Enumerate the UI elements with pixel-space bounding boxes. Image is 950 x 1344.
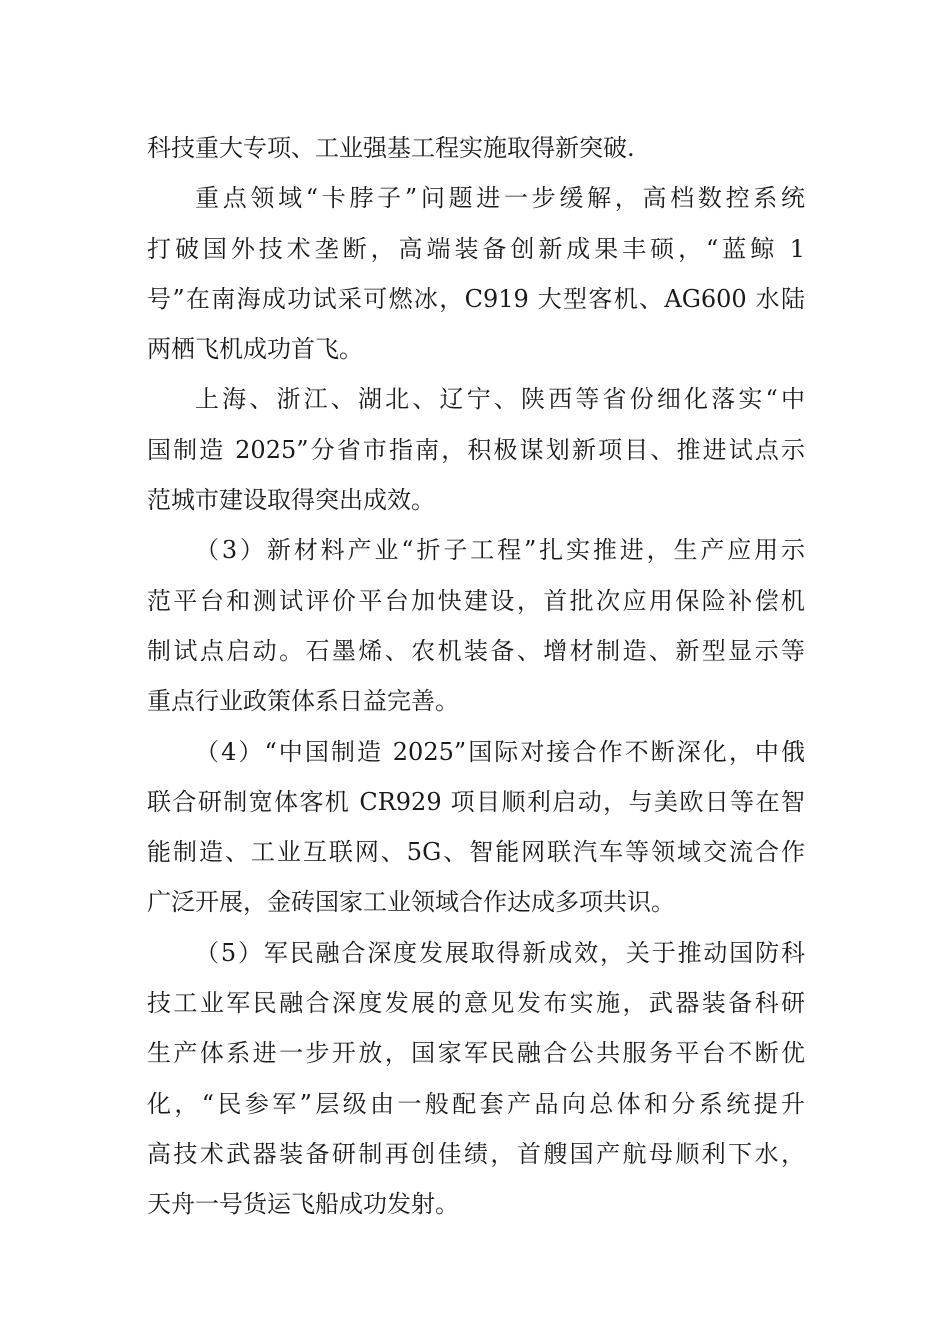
text-line: 联合研制宽体客机 CR929 项目顺利启动，与美欧日等在智 (147, 787, 805, 816)
paragraph-first-line: （3）新材料产业“折子工程”扎实推进，生产应用示 (195, 536, 805, 565)
paragraph-first-line: （4）“中国制造 2025”国际对接合作不断深化，中俄 (195, 737, 805, 766)
text-line: 科技重大专项、工业强基工程实施取得新突破. (147, 134, 635, 162)
text-line: 高技术武器装备研制再创佳绩，首艘国产航母顺利下水， (147, 1139, 805, 1168)
text-line: 范城市建设取得突出成效。 (147, 486, 435, 515)
text-line: 打破国外技术垄断，高端装备创新成果丰硕，“蓝鲸 1 (147, 234, 805, 263)
text-line: 两栖飞机成功首飞。 (147, 335, 363, 364)
text-line: 广泛开展，金砖国家工业领域合作达成多项共识。 (147, 888, 675, 917)
text-line: 技工业军民融合深度发展的意见发布实施，武器装备科研 (147, 989, 805, 1018)
text-line: 天舟一号货运飞船成功发射。 (147, 1190, 459, 1219)
text-line: 范平台和测试评价平台加快建设，首批次应用保险补偿机 (147, 586, 805, 615)
paragraph-first-line: （5）军民融合深度发展取得新成效，关于推动国防科 (195, 938, 805, 967)
text-line: 生产体系进一步开放，国家军民融合公共服务平台不断优 (147, 1039, 805, 1068)
text-line: 国制造 2025”分省市指南，积极谋划新项目、推进试点示 (147, 435, 805, 464)
text-line: 能制造、工业互联网、5G、智能网联汽车等领域交流合作 (147, 838, 805, 867)
text-line: 制试点启动。石墨烯、农机装备、增材制造、新型显示等 (147, 636, 805, 665)
body-text (147, 123, 805, 1230)
text-line: 重点行业政策体系日益完善。 (147, 687, 459, 716)
text-line: 号”在南海成功试采可燃冰，C919 大型客机、AG600 水陆 (147, 284, 805, 313)
paragraph-first-line: 重点领域“卡脖子”问题进一步缓解，高档数控系统 (195, 184, 805, 213)
text-line: 化，“民参军”层级由一般配套产品向总体和分系统提升 (147, 1089, 805, 1118)
paragraph-first-line: 上海、浙江、湖北、辽宁、陕西等省份细化落实“中 (195, 385, 805, 414)
